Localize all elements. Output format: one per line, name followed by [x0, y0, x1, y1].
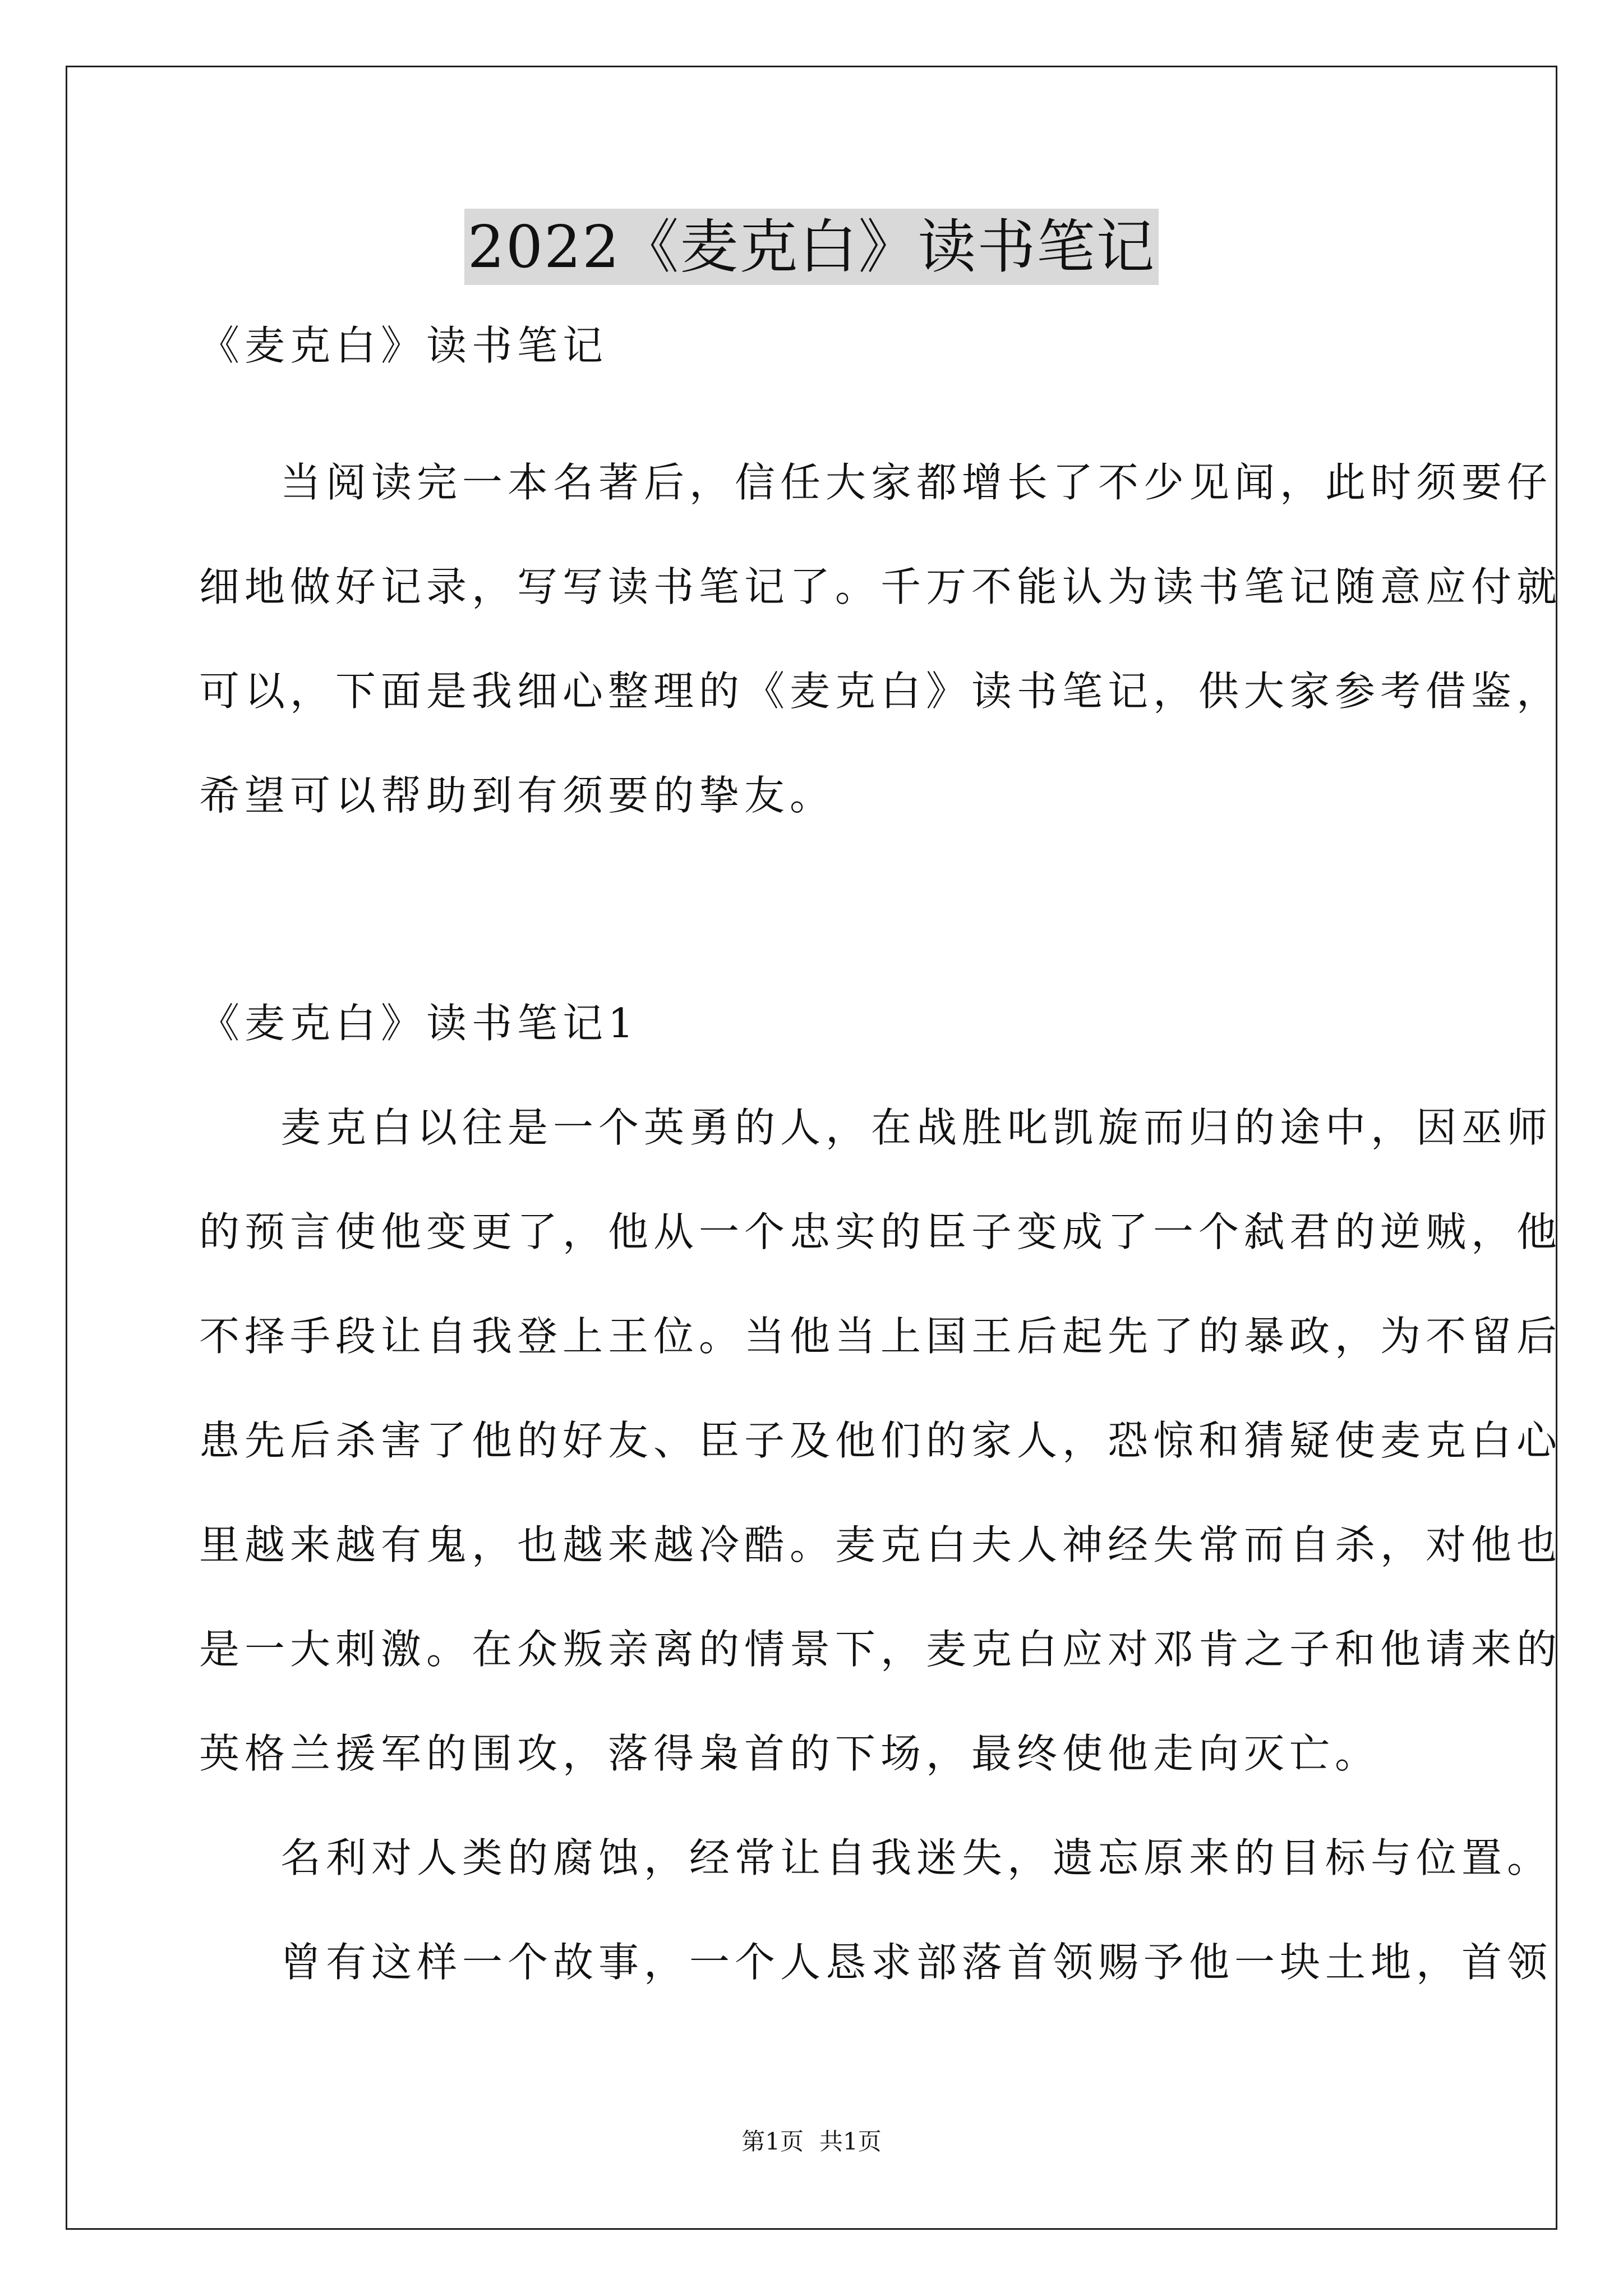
paragraph-line: 名利对人类的腐蚀，经常让自我迷失，遗忘原来的目标与位置。 [280, 1834, 1553, 1881]
section-heading: 《麦克白》读书笔记 [199, 322, 608, 369]
paragraph-line: 曾有这样一个故事，一个人恳求部落首领赐予他一块土地，首领 [280, 1939, 1553, 1986]
paragraph-line: 不择手段让自我登上王位。当他当上国王后起先了的暴政，为不留后 [199, 1313, 1562, 1360]
section-heading: 《麦克白》读书笔记1 [199, 1000, 639, 1047]
paragraph-line: 英格兰援军的围攻，落得枭首的下场，最终使他走向灭亡。 [199, 1730, 1381, 1777]
paragraph-line: 可以，下面是我细心整理的《麦克白》读书笔记，供大家参考借鉴， [199, 668, 1562, 715]
paragraph-line: 是一大刺激。在众叛亲离的情景下，麦克白应对邓肯之子和他请来的 [199, 1626, 1562, 1673]
paragraph-line: 的预言使他变更了，他从一个忠实的臣子变成了一个弑君的逆贼，他 [199, 1208, 1562, 1255]
paragraph-line: 希望可以帮助到有须要的挚友。 [199, 772, 836, 819]
title-container [0, 209, 1623, 285]
page-footer [0, 2126, 1623, 2157]
page-total: 共1页 [819, 2128, 882, 2155]
page-number: 第1页 [741, 2128, 804, 2155]
paragraph-line: 当阅读完一本名著后，信任大家都增长了不少见闻，此时须要仔 [280, 459, 1553, 506]
document-title: 2022《麦克白》读书笔记 [464, 209, 1159, 285]
paragraph-line: 细地做好记录，写写读书笔记了。千万不能认为读书笔记随意应付就 [199, 563, 1562, 610]
paragraph-line: 里越来越有鬼，也越来越冷酷。麦克白夫人神经失常而自杀，对他也 [199, 1521, 1562, 1568]
paragraph-line: 患先后杀害了他的好友、臣子及他们的家人，恐惊和猜疑使麦克白心 [199, 1417, 1562, 1464]
paragraph-line: 麦克白以往是一个英勇的人，在战胜叱凯旋而归的途中，因巫师 [280, 1104, 1553, 1151]
